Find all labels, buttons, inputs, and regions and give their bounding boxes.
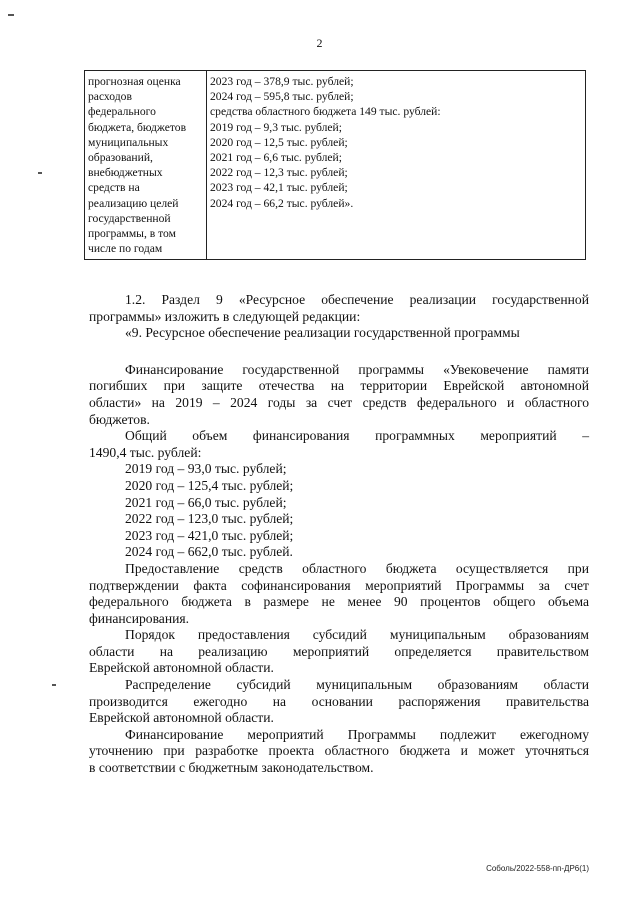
table-left-line: расходов	[88, 90, 132, 104]
spacer	[89, 342, 589, 362]
paragraph-amendment	[89, 292, 589, 342]
table-left-line: средств на	[88, 181, 140, 195]
table-left-line: бюджета, бюджетов	[88, 120, 187, 134]
table-right-line: 2023 год – 42,1 тыс. рублей;	[210, 181, 348, 195]
text-line: федерального бюджета в размере не менее 90 процентов общего объема	[89, 594, 589, 610]
paragraph-regional-budget	[89, 561, 589, 627]
text-line: Еврейской автономной области.	[89, 660, 274, 676]
text-line: области» на 2019 – 2024 годы за счет средств федерального и областного	[89, 394, 589, 410]
document-footer-id: Соболь/2022-558-пп-ДР6(1)	[486, 864, 589, 873]
table-right-line: средства областного бюджета 149 тыс. рублей:	[210, 105, 441, 119]
table-right-line: 2021 год – 6,6 тыс. рублей;	[210, 151, 342, 165]
table-left-cell	[85, 71, 207, 259]
paragraph-subsidy-procedure	[89, 627, 589, 677]
text-line: 1.2. Раздел 9 «Ресурсное обеспечение реализации государственной	[125, 292, 589, 307]
scan-speck	[38, 172, 42, 174]
table-left-line: внебюджетных	[88, 166, 163, 180]
section-heading: «9. Ресурсное обеспечение реализации государственной программы	[125, 325, 520, 341]
year-item: 2024 год – 662,0 тыс. рублей.	[125, 544, 293, 560]
text-line: погибших при защите отечества на территории Еврейской автономной	[89, 378, 589, 394]
document-body	[89, 292, 589, 777]
year-item: 2022 год – 123,0 тыс. рублей;	[125, 511, 294, 527]
text-line: программы» изложить в следующей редакции:	[89, 308, 361, 324]
table-right-line: 2023 год – 378,9 тыс. рублей;	[210, 75, 354, 88]
resource-table	[84, 70, 586, 260]
table-left-line: прогнозная оценка	[88, 75, 181, 88]
scan-speck	[52, 684, 56, 686]
text-line: Еврейской автономной области.	[89, 710, 274, 726]
text-line: Порядок предоставления субсидий муниципальным образованиям	[125, 627, 589, 643]
paragraph-total	[89, 428, 589, 461]
table-right-line: 2024 год – 66,2 тыс. рублей».	[210, 196, 354, 210]
table-left-line: числе по годам	[88, 242, 163, 256]
text-line: области на реализацию мероприятий определяется правительством	[89, 643, 589, 659]
table-left-line: образований,	[88, 151, 153, 165]
table-left-line: государственной	[88, 211, 171, 225]
table-right-line: 2019 год – 9,3 тыс. рублей;	[210, 120, 342, 134]
table-left-line: реализацию целей	[88, 196, 179, 210]
paragraph-subsidy-distribution	[89, 677, 589, 727]
year-list	[89, 461, 589, 561]
text-line: Распределение субсидий муниципальным образованиям области	[125, 677, 589, 693]
table-left-line: федерального	[88, 105, 156, 119]
text-line: Общий объем финансирования программных мероприятий –	[125, 428, 589, 444]
text-line: Финансирование государственной программы «Увековечение памяти	[125, 361, 589, 377]
scan-speck	[8, 14, 14, 16]
year-item: 2020 год – 125,4 тыс. рублей;	[125, 477, 294, 493]
text-line: 1490,4 тыс. рублей:	[89, 444, 202, 460]
text-line: Финансирование мероприятий Программы подлежит ежегодному	[125, 726, 589, 742]
paragraph-annual-update	[89, 727, 589, 777]
table-left-line: муниципальных	[88, 135, 169, 149]
text-line: подтверждении факта софинансирования мероприятий Программы за счет	[89, 577, 589, 593]
table-right-cell	[207, 71, 585, 259]
text-line: Предоставление средств областного бюджета осуществляется при	[125, 560, 589, 576]
table-right-line: 2020 год – 12,5 тыс. рублей;	[210, 135, 348, 149]
table-left-line: программы, в том	[88, 227, 176, 241]
text-line: производится ежегодно на основании распоряжения правительства	[89, 693, 589, 709]
paragraph-financing	[89, 362, 589, 428]
text-line: бюджетов.	[89, 411, 150, 427]
text-line: уточнению при разработке проекта областного бюджета и может уточняться	[89, 743, 589, 759]
year-item: 2023 год – 421,0 тыс. рублей;	[125, 527, 294, 543]
table-right-line: 2024 год – 595,8 тыс. рублей;	[210, 90, 354, 104]
year-item: 2019 год – 93,0 тыс. рублей;	[125, 461, 287, 477]
text-line: финансирования.	[89, 610, 190, 626]
table-right-line: 2022 год – 12,3 тыс. рублей;	[210, 166, 348, 180]
year-item: 2021 год – 66,0 тыс. рублей;	[125, 494, 287, 510]
page-number: 2	[316, 36, 323, 50]
text-line: в соответствии с бюджетным законодательством.	[89, 760, 374, 776]
